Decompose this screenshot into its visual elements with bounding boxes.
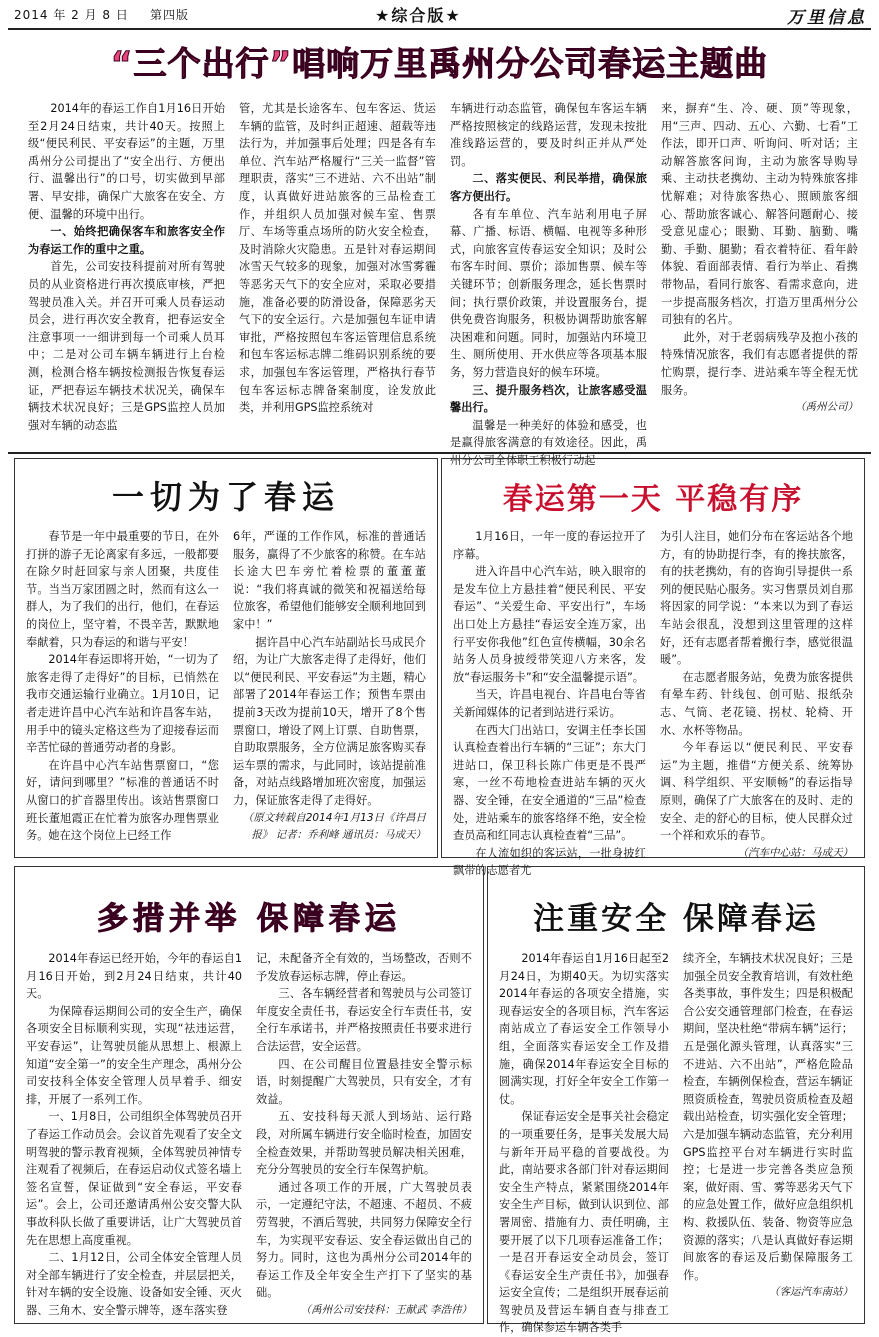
paragraph: 在志愿者服务站，免费为旅客提供有晕车药、针线包、创可贴、报纸杂志、气筒、老花镜、拐杖、轮椅、开水、水杯等物品。 — [660, 670, 853, 737]
paragraph: 二、落实便民、利民举措，确保旅客方便出行。 — [450, 172, 647, 203]
story5-body — [499, 950, 853, 1335]
paragraph: 通过各项工作的开展，广大驾驶员表示，一定遵纪守法，不超速、不超员、不疲劳驾驶，不酒后驾驶，共同努力保障安全行车，为实现平安春运、安全春运做出自己的努力。同时，这也为禹州分公司2014年的春运工作及全年安全生产打下了坚实的基础。 — [256, 1180, 472, 1300]
paragraph: 为保障春运期间公司的安全生产，确保各项安全目标顺利实现，实现“祛违运营，平安春运”，让驾驶员能从思想上、根源上知道“安全第一”的安全生产理念，禹州分公司安技科全体安全管理人员早着手、细安排，开展了一系列工作。 — [26, 1004, 242, 1106]
paragraph: 三、提升服务档次，让旅客感受温馨出行。 — [450, 383, 647, 415]
paragraph: 二、1月12日，公司全体安全管理人员对全部车辆进行了安全检查，并层层把关，针对车辆的安全设施、设备如安全锤、灭火器、三角木、安全警示牌等，逐车落实登 — [26, 1251, 242, 1317]
source-credit: （汽车中心站：马成天） — [737, 846, 853, 859]
paragraph: 6年，严谨的工作作风，标准的普通话服务，赢得了不少旅客的称赞。在车站长途大巴车旁忙着检票的董董董说：“我们将真诚的微笑和祝福送给每位旅客，希望他们能够安全顺利地回到家中！” — [233, 530, 426, 631]
source-credit: （禹州公司） — [795, 401, 858, 414]
paragraph: 进入许昌中心汽车站，映入眼帘的是发车位上方悬挂着“便民利民、平安春运”、“关爱生命、平安出行”，车场出口处上方悬挂“春运安全连万家，出行平安你我他”红色宣传横幅，30余名站务人员身披绶带笑迎八方来客，发放“春运服务卡”和“安全温馨提示语”。 — [453, 565, 646, 684]
story4-headline: 多措并举 保障春运 — [97, 901, 401, 937]
paragraph: 一、始终把确保客车和旅客安全作为春运工作的重中之重。 — [28, 225, 225, 256]
lead-headline: “三个出行”唱响万里禹州分公司春运主题曲 — [110, 44, 769, 83]
story3-body — [453, 528, 853, 878]
paragraph: 2014年春运自1月16日起至2月24日，为期40天。为切实落实2014年春运的各项安全措施，实现春运安全的各项目标，汽车客运南站成立了春运安全工作领导小组，全面落实春运安全工作及措施，确保2014年春运安全目标的圆满实现，打好全年安全工作第一仗。 — [499, 952, 669, 1106]
paragraph: 1月16日，一年一度的春运拉开了序幕。 — [453, 530, 646, 561]
paragraph: 在人流如织的客运站，一批身披红飘带的志愿者尤 — [453, 846, 646, 878]
story2-headline: 一切为了春运 — [111, 478, 340, 516]
lead-column — [661, 100, 858, 448]
paragraph: 春节是一年中最重要的节日，在外打拼的游子无论离家有多远，一般都要在除夕时赶回家与亲人团聚，共度佳节。当当万家团圆之时，然而有这么一群人，为了我们的出行，他们，在春运的岗位上，坚守着，不畏辛苦，默默地奉献着，只为春运的和谐与平安！ — [26, 530, 219, 649]
story4-body — [26, 950, 472, 1316]
story2-body — [26, 528, 426, 848]
page-number: 第四版 — [150, 8, 190, 22]
story3-headline: 春运第一天 平稳有序 — [502, 482, 804, 517]
paragraph: 保证春运安全是事关社会稳定的一项重要任务，是事关发展大局与新年开局平稳的首要战役。为此，南站要求各部门针对春运期间安全生产特点，紧紧围绕2014年安全生产目标，做到认识到位、部署周密、措施有力、责任明确，主要开展了以下几项春运准备工作；一是召开春运安全动员会，签订《春运安全生产责任书》，加强春运安全宣传；二是组织开展春运前驾驶员及营运车辆自查与排查工作，确保参运车辆各类手 — [499, 1110, 669, 1335]
paragraph: 五、安技科每天派人到场站、运行路段，对所属车辆进行安全临时检查，加固安全检查效果，并帮助驾驶员解决相关困难，充分分驾驶员的安全行车保驾护航。 — [256, 1110, 472, 1177]
paragraph: 在许昌中心汽车站售票窗口，“您好，请问到哪里？”标准的普通话不时从窗口的扩音器里传出。该站售票窗口班长董旭霞正在忙着为旅客办理售票业务。她在这个岗位上已经工作 — [26, 758, 219, 843]
source-credit: （原文转载自2014年1月13日《许昌日报》 记者：乔利峰 通讯员：马成天） — [242, 811, 426, 842]
masthead-rule — [8, 28, 871, 30]
story3-column — [660, 528, 853, 859]
story4-column — [256, 950, 472, 1316]
paragraph: 续齐全，车辆技术状况良好；三是加强全员安全教育培训，有效杜绝各类事故，事件发生；四是积极配合公安交通管理部门检查，在春运期间，坚决杜绝“带病车辆”运行；五是强化源头管理，认真落实“三不进站、六不出站”，严格危险品检查，车辆例保检查，营运车辆证照资质检查，驾驶员资质检查及超载出站检查，切实强化安全管理；六是加强车辆动态监管，充分利用GPS监控平台对车辆进行实时监控；七是进一步完善各类应急预案，做好雨、雪、雾等恶劣天气下的应急处置工作，做好应急组织机构、救援队伍、装备、物资等应急资源的落实；八是认真做好春运期间旅客的春运及后勤保障服务工作。 — [683, 952, 853, 1282]
story3-column — [453, 528, 646, 878]
story2-column — [233, 528, 426, 848]
paragraph: 温馨是一种美好的体验和感受，也是赢得旅客满意的有效途径。因此，禹州分公司全体职工积极行动起 — [450, 418, 647, 467]
paragraph: 2014年春运即将开始，“一切为了旅客走得了走得好”的目标，已悄然在我市交通运输行业确立。1月10日，记者走进许昌中心汽车站和许昌客车站，用手中的镜头定格这些为了迎接春运而辛苦忙碌的普通劳动者的身影。 — [26, 653, 219, 755]
source-credit: （禹州公司安技科：王献武 李浩伟） — [300, 1303, 472, 1316]
source-credit: （客运汽车南站） — [769, 1286, 853, 1299]
paragraph: 四、在公司醒目位置悬挂安全警示标语，时刻提醒广大驾驶员，只有安全，才有效益。 — [256, 1057, 472, 1106]
paragraph: 2014年春运已经开始，今年的春运自1月16日开始，到2月24日结束，共计40天。 — [26, 952, 242, 1001]
section-rule-1 — [8, 452, 871, 454]
masthead — [0, 0, 879, 26]
story5-column — [499, 950, 669, 1335]
story5-headline: 注重安全 保障春运 — [533, 901, 819, 937]
paragraph: 首先，公司安技科提前对所有驾驶员的从业资格进行再次摸底审核，严把驾驶员准入关。并召开可乘人员春运动员会，进行再次安全教育，把春运安全注意事项一一细讲到每一个司乘人员耳中；二是对公司车辆车辆进行上台检测，检测合格车辆按检测报告恢复春运证，严把春运车辆技术状况关，确保车辆技术状况良好；三是GPS监控人员加强对车辆的动态监 — [28, 260, 225, 432]
lead-article-body — [28, 100, 858, 467]
paragraph: 管，尤其是长途客车、包车客运、货运车辆的监管，及时纠正超速、超载等违法行为，并加强事后处理；四是各有车单位、汽车站严格履行“三关一监督”管理职责，落实“三不进站、六不出站”制度，认真做好进站旅客的三品检查工作，并组织人员加强对候车室、售票厅、车场等重点场所的防火安全检查，及时消除火灾隐患。五是针对春运期间冰雪天气较多的现象，加强对冰雪雾霾等恶劣天气下的安全应对，采取必要措施，准备必要的防滑设备，保障恶劣天气下的安全运行。六是加强包车证申请审批，严格按照包车客运管理信息系统和包车客运标志牌二维码识别系统的要求，加强包车客运管理，严格执行春节包车客运标志牌备案制度，诠发放此类，并利用GPS监控系统对 — [239, 102, 436, 415]
story4-column — [26, 950, 242, 1316]
paragraph: 三、各车辆经营者和驾驶员与公司签订年度安全责任书，春运安全行车责任书，安全行车承诺书，并严格按照责任书要求进行合法运营，安全运营。 — [256, 987, 472, 1053]
paragraph: 一、1月8日，公司组织全体驾驶员召开了春运工作动员会。会议首先观看了安全文明驾驶的警示教育视频，全体驾驶员神情专注观看了视频后，在春运启动仪式签名墙上签名宣誓，保证做到“安全春运，平安春运”。会上，公司还邀请禹州公安交警大队事故科队长做了重要讲话，让广大驾驶员首先在思想上高度重视。 — [26, 1110, 242, 1247]
paragraph: 今年春运以“便民利民、平安春运”为主题，推借“方便关系、统筹协调、科学组织、平安顺畅”的春运指导原则，确保了广大旅客在的及时、走的安全、走的舒心的目标，使人民群众过一个祥和欢乐的春节。 — [660, 741, 853, 843]
story2-column — [26, 528, 219, 848]
paragraph: 2014年的春运工作自1月16日开始至2月24日结束，共计40天。按照上级“便民利民、平安春运”的主题，万里禹州分公司提出了“安全出行、方便出行、温馨出行”的口号，切实做到早部署、早安排，确保广大旅客在安全、方便、温馨的环境中出行。 — [28, 102, 225, 221]
lead-column — [28, 100, 225, 448]
paragraph: 为引人注目，她们分布在客运站各个地方，有的协助提行李，有的搀扶旅客，有的扶老携幼，有的咨询引导提供一系列的便民贴心服务。实习售票员刘自那将因家的同学说：“本来以为到了春运车站会很乱，没想到这里管理的这样好，还有志愿者帮着搬行李，感觉很温暖”。 — [660, 530, 853, 667]
section-name: ★综合版★ — [375, 6, 462, 25]
lead-column — [239, 100, 436, 448]
newspaper-name: 万里信息 — [787, 8, 867, 28]
paragraph: 来，摒弃“生、冷、硬、顶”等现象，用“三声、四动、五心、六勤、七看”工作法，即开口声、听询问、听对话；主动解答旅客问询，主动为旅客导购导乘、主动扶老携幼、主动为特殊旅客排忧解难；对待旅客热心、照顾旅客细心、帮助旅客诚心、解答问题耐心、接受意见虚心；眼勤、耳勤、脑勤、嘴勤、手勤、腿勤；看衣着特征、看年龄体貌、看面部表情、看行为举止、看携带物品，看同行旅客、看需求意向，进一步提高服务档次，打造万里禹州分公司独有的名片。 — [661, 102, 858, 327]
paragraph: 据许昌中心汽车站副站长马成民介绍，为让广大旅客走得了走得好，他们以“便民利民、平安春运”为主题，精心部署了2014年春运工作；预售车票由提前3天改为提前10天，增开了8个售票窗口，增设了网上订票、自助售票，自助取票服务，全方位满足旅客购买春运车票的需求，与此同时，该站提前准备，对站点线路增加班次密度，加强运力，保证旅客走得了走得好。 — [233, 635, 426, 807]
paragraph: 当天，许昌电视台、许昌电台等省关新闻媒体的记者到站进行采访。 — [453, 688, 646, 719]
paragraph: 各有车单位、汽车站利用电子屏幕、广播、标语、横幅、电视等多种形式，向旅客宣传春运安全知识；及时公布客车时间、票价；添加售票、候车等关键环节；创新服务理念，延长售票时间；执行票价政策，并设置服务台，提供免费咨询服务，积极协调帮助旅客解决困难和问题。同时，加强站内环境卫生、厕所使用、开水供应等各项基本服务，努力营造良好的候车环境。 — [450, 207, 647, 379]
story5-column — [683, 950, 853, 1316]
issue-date: 2014 年 2 月 8 日 — [14, 8, 129, 22]
paragraph: 此外，对于老弱病残孕及抱小孩的特殊情况旅客，我们有志愿者提供的帮忙购票，提行李、进站乘车等全程无忧服务。 — [661, 330, 858, 397]
paragraph: 车辆进行动态监管，确保包车客运车辆严格按照核定的线路运营，发现未按批准线路运营的，要及时纠正并从严处罚。 — [450, 102, 647, 168]
paragraph: 记，未配备齐全有效的，当场整改，否则不予发放春运标志牌，停止春运。 — [256, 952, 472, 983]
paragraph: 在西大门出站口，安调主任李长国认真检查着出行车辆的“三证”；东大门进站口，保卫科长陈广伟更是不畏严寒，一丝不苟地检查进站车辆的灭火器、安全锤，在安全通道的“三品”检查处，进站乘车的旅客络绎不绝，安全检查员高和红同志认真检查着“三品”。 — [453, 723, 646, 843]
lead-column — [450, 100, 647, 467]
